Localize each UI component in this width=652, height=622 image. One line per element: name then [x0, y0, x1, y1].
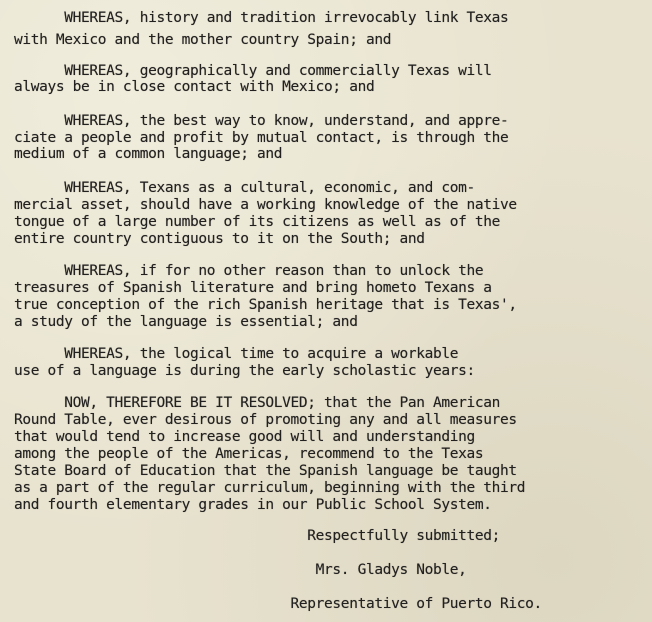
text-line: use of a language is during the early scholastic years:: [14, 363, 475, 379]
text-line: State Board of Education that the Spanish language be taught: [14, 463, 517, 479]
text-line: always be in close contact with Mexico; and: [14, 79, 375, 95]
text-line: WHEREAS, if for no other reason than to unlock the: [14, 263, 484, 279]
text-line: true conception of the rich Spanish heritage that is Texas',: [14, 297, 517, 313]
text-line: among the people of the Americas, recommend to the Texas: [14, 446, 484, 462]
text-line: Round Table, ever desirous of promoting any and all measures: [14, 412, 517, 428]
text-line: WHEREAS, Texans as a cultural, economic, and com-: [14, 180, 475, 196]
text-line: a study of the language is essential; and: [14, 314, 358, 330]
text-line: NOW, THEREFORE BE IT RESOLVED; that the Pan American: [14, 395, 501, 411]
text-line: entire country contiguous to it on the South; and: [14, 231, 425, 247]
signer-title: Representative of Puerto Rico.: [14, 596, 542, 612]
text-line: that would tend to increase good will and understanding: [14, 429, 475, 445]
text-line: mercial asset, should have a working knowledge of the native: [14, 197, 517, 213]
text-line: medium of a common language; and: [14, 146, 283, 162]
signer-name: Mrs. Gladys Noble,: [14, 562, 467, 578]
text-line: as a part of the regular curriculum, beginning with the third: [14, 480, 526, 496]
closing-line: Respectfully submitted;: [14, 528, 501, 544]
text-line: tongue of a large number of its citizens as well as of the: [14, 214, 501, 230]
text-line: WHEREAS, the best way to know, understand, and appre-: [14, 113, 509, 129]
text-line: WHEREAS, geographically and commercially Texas will: [14, 63, 492, 79]
text-line: and fourth elementary grades in our Public School System.: [14, 497, 492, 513]
text-line: WHEREAS, history and tradition irrevocably link Texas: [14, 10, 509, 26]
text-line: treasures of Spanish literature and bring hometo Texans a: [14, 280, 492, 296]
text-line: WHEREAS, the logical time to acquire a workable: [14, 346, 459, 362]
text-line: ciate a people and profit by mutual contact, is through the: [14, 130, 509, 146]
text-line: with Mexico and the mother country Spain; and: [14, 32, 392, 48]
